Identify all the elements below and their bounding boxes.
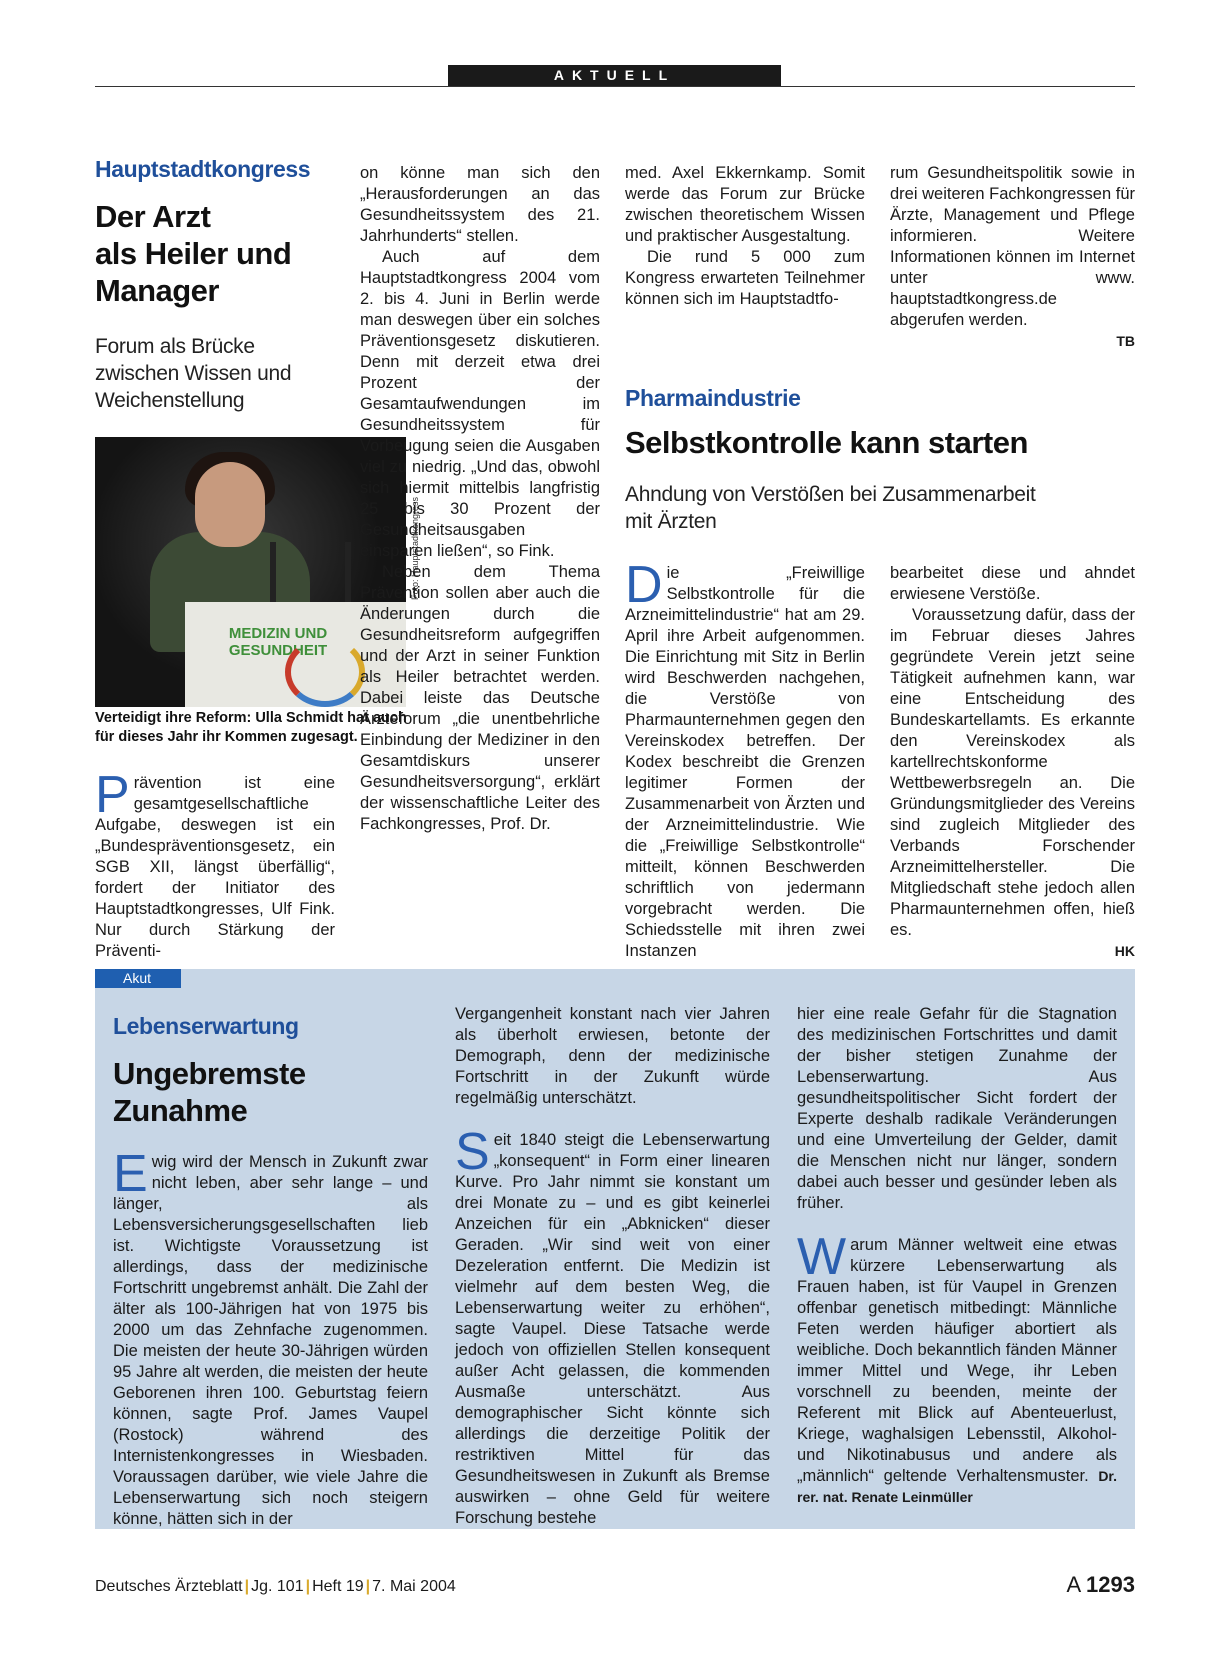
photo-microphone bbox=[270, 542, 276, 602]
photo-logo-arc bbox=[285, 637, 365, 707]
article2-column-1 bbox=[625, 556, 865, 962]
photo-microphone bbox=[345, 542, 351, 602]
body-text: ie „Freiwillige Selbstkontrolle für die Arzneimittelindustrie“ hat am 29. April ihre Arbeit aufgenommen. Die Einrichtung mit Sitz in Berlin wird Beschwerden nachgehen, die Verstöße von Pharmaunternehmen gegen den Vereinskodex betreffen. Der Kodex beschreibt die Grenzen legitimer Formen der Zusammenarbeit von Ärzten und der Arzneimittelindustrie. Wie die „Freiwillige Selbstkontrolle“ mitteilt, können Beschwerden schriftlich von jedermann vorgebracht werden. Die Schiedsstelle mit ihren zwei Instanzen bbox=[625, 564, 865, 960]
author-signature: Dr. rer. nat. Renate Leinmüller bbox=[797, 1468, 1117, 1505]
journal-name: Deutsches Ärzteblatt bbox=[95, 1578, 243, 1595]
article1-subhead: Forum als Brücke zwischen Wissen und Weichenstellung bbox=[95, 335, 292, 412]
article1-column-1 bbox=[95, 766, 335, 962]
headline-line: Zunahme bbox=[113, 1093, 248, 1128]
separator: | bbox=[244, 1578, 250, 1595]
separator: | bbox=[365, 1578, 371, 1595]
photo-person-head bbox=[195, 462, 265, 547]
body-text: Auch auf dem Hauptstadtkongress 2004 vom 2. bis 4. Juni in Berlin werde man deswegen über ein solches Präventionsgesetz diskutieren. Denn mit derzeit etwa drei Prozent der Gesamtaufwendungen im Gesundheitssystem für Vorbeugung seien die Ausgaben viel zu niedrig. „Und das, obwohl sich hiermit mittelbis langfristig 25 bis 30 Prozent der Gesundheitsausgaben einsparen ließen“, so Fink. bbox=[360, 248, 600, 560]
body-text: bearbeitet diese und ahndet erwiesene Verstöße. bbox=[890, 564, 1135, 603]
body-text: Vergangenheit konstant nach vier Jahren als überholt erwiesen, betonte der Demograph, denn der medizinische Fortschritt in der Zukunft würde regelmäßig unterschätzt. bbox=[455, 1005, 770, 1107]
body-text: eit 1840 steigt die Lebenserwartung „konsequent“ in Form einer linearen Kurve. Pro Jahr nimmt sie konstant um drei Monate zu – und es gibt keinerlei Anzeichen für ein „Abknicken“ dieser Geraden. „Wir sind weit von einer Dezeleration entfernt. Die Medizin ist vielmehr auf dem besten Weg, die Lebenserwartung weiter zu erhöhen“, sagte Vaupel. Diese Tatsache werde jedoch von offiziellen Stellen konsequent außer Acht gelassen, die kommenden Ausmaße unterschätzt. Aus demographischer Sicht könnte sich allerdings die derzeitige Politik der restriktiven Mittel für das Gesundheitswesen in Zukunft als Bremse auswirken – ohne Geld für weitere Forschung bestehe bbox=[455, 1131, 770, 1527]
body-text: rävention ist eine gesamtgesellschaftliche Aufgabe, deswegen ist ein „Bundespräventionsgesetz, ein SGB XII, längst überfällig“, fordert der Initiator des Hauptstadtkongresses, Ulf Fink. Nur durch Stärkung der Präventi- bbox=[95, 774, 335, 960]
separator: | bbox=[305, 1578, 311, 1595]
journal-volume: Jg. 101 bbox=[251, 1578, 304, 1595]
dropcap: D bbox=[625, 556, 663, 614]
body-text: arum Männer weltweit eine etwas kürzere Lebenserwartung als Frauen haben, ist für Vaupel in Grenzen offenbar genetisch mitbedingt: Männliche Feten werden häufiger abortiert als weibliche. Doch bekanntlich fänden Männer immer Mittel und Wege, ihr Leben vorschnell zu beenden, meinte der Referent mit Blick auf Abenteuerlust, Kriege, waghalsigen Lebensstil, Alkohol- und Nikotinabusus und andere als „männlich“ geltende Verhaltensmuster. bbox=[797, 1236, 1117, 1485]
article2-kicker: Pharmaindustrie bbox=[625, 385, 801, 411]
page-number-value: 1293 bbox=[1086, 1572, 1135, 1597]
author-signature: HK bbox=[1114, 943, 1135, 959]
article1-headline bbox=[95, 198, 291, 309]
article3-column-2 bbox=[455, 1004, 770, 1529]
body-text: med. Axel Ekkernkamp. Somit werde das Forum zur Brücke zwischen theoretischem Wissen und praktischer Ausgestaltung. bbox=[625, 164, 865, 245]
body-text: rum Gesundheitspolitik sowie in drei weiteren Fachkongressen für Ärzte, Management und Pflege informieren. Weitere Informationen können im Internet unter www. hauptstadtkongress.de abgerufen werden. bbox=[890, 164, 1135, 329]
header-rule bbox=[95, 86, 1135, 87]
akut-tab: Akut bbox=[95, 969, 181, 988]
article2-column-2 bbox=[890, 563, 1135, 962]
article2-subhead: Ahndung von Verstößen bei Zusammenarbeit mit Ärzten bbox=[625, 483, 1036, 533]
article3-column-1 bbox=[113, 1145, 428, 1530]
article1-column-4 bbox=[890, 163, 1135, 352]
body-text: Voraussetzung dafür, dass der im Februar dieses Jahres gegründete Verein jetzt seine Tätigkeit aufnehmen kann, war eine Entscheidung des Bundeskartellamts. Es erkannte den Vereinskodex als kartellrechtskonforme Wettbewerbsregeln an. Die Gründungsmitglieder des Vereins sind zugleich Mitglieder des Verbands Forschender Arzneimittelhersteller. Die Mitgliedschaft stehe jedoch allen Pharmaunternehmen offen, hieß es. bbox=[890, 606, 1135, 939]
headline-line: Der Arzt bbox=[95, 199, 211, 234]
author-signature: TB bbox=[1116, 333, 1135, 349]
photo-credit: Foto: Hauptstadtkongress bbox=[410, 496, 420, 600]
article3-headline bbox=[113, 1055, 306, 1129]
article1-column-2 bbox=[360, 163, 600, 835]
dropcap: P bbox=[95, 766, 130, 824]
section-header: AKTUELL bbox=[448, 65, 781, 86]
article3-kicker: Lebenserwartung bbox=[113, 1013, 299, 1039]
body-text: wig wird der Mensch in Zukunft zwar nicht leben, aber sehr lange – und länger, als Lebensversicherungsgesellschaften lieb ist. Wichtigste Voraussetzung ist allerdings, dass der medizinische Fortschritt ungebremst anhält. Die Zahl der älter als 100-Jährigen hat von 1975 bis 2000 um das Zehnfache zugenommen. Die meisten der heute 30-Jährigen würden 95 Jahre alt werden, die meisten der heute Geborenen ihren 100. Geburtstag feiern können, sagte Prof. James Vaupel (Rostock) während des Internistenkongresses in Wiesbaden. Voraussagen darüber, wie viele Jahre die Lebenserwartung sich noch steigern könne, hätten sich in der bbox=[113, 1153, 428, 1528]
footer-citation bbox=[95, 1578, 456, 1596]
headline-line: Ungebremste bbox=[113, 1056, 306, 1091]
body-text: Die rund 5 000 zum Kongress erwarteten Teilnehmer können sich im Hauptstadtfo- bbox=[625, 248, 865, 308]
journal-issue: Heft 19 bbox=[312, 1578, 364, 1595]
dropcap: E bbox=[113, 1145, 148, 1203]
headline-line: Manager bbox=[95, 273, 219, 308]
body-text: hier eine reale Gefahr für die Stagnation des medizinischen Fortschrittes und damit der bisher stetigen Zunahme der Lebenserwartung. Aus gesundheitspolitischer Sicht fordert der Experte deshalb radikale Veränderungen und eine Umverteilung der Gelder, damit die Menschen nicht nur länger, sondern dabei auch besser und gesünder leben als früher. bbox=[797, 1005, 1117, 1212]
page-prefix: A bbox=[1066, 1572, 1080, 1597]
photo-podium-text: MEDIZIN UND GESUNDHEIT bbox=[228, 625, 328, 659]
article2-headline: Selbstkontrolle kann starten bbox=[625, 425, 1028, 460]
photo-caption: Verteidigt ihre Reform: Ulla Schmidt hat auch für dieses Jahr ihr Kommen zugesagt. bbox=[95, 710, 407, 745]
dropcap: S bbox=[455, 1123, 490, 1181]
headline-line: als Heiler und bbox=[95, 236, 292, 271]
page-number bbox=[1066, 1572, 1135, 1598]
article3-column-3 bbox=[797, 1004, 1117, 1508]
article1-kicker: Hauptstadtkongress bbox=[95, 156, 311, 182]
body-text: Neben dem Thema Prävention sollen aber auch die Änderungen durch die Gesundheitsreform aufgegriffen und der Arzt in seiner Funktion als Heiler betrachtet werden. Dabei leiste das Deutsche Ärzteforum „die unentbehrliche Einbindung der Mediziner in den Gesamtdiskurs unserer Gesundheitsversorgung“, erklärt der wissenschaftliche Leiter des Fachkongresses, Prof. Dr. bbox=[360, 563, 600, 833]
journal-date: 7. Mai 2004 bbox=[372, 1578, 456, 1595]
body-text: on könne man sich den „Herausforderungen an das Gesundheitssystem des 21. Jahrhunderts“ stellen. bbox=[360, 164, 600, 245]
article1-column-3 bbox=[625, 163, 865, 310]
dropcap: W bbox=[797, 1228, 847, 1286]
